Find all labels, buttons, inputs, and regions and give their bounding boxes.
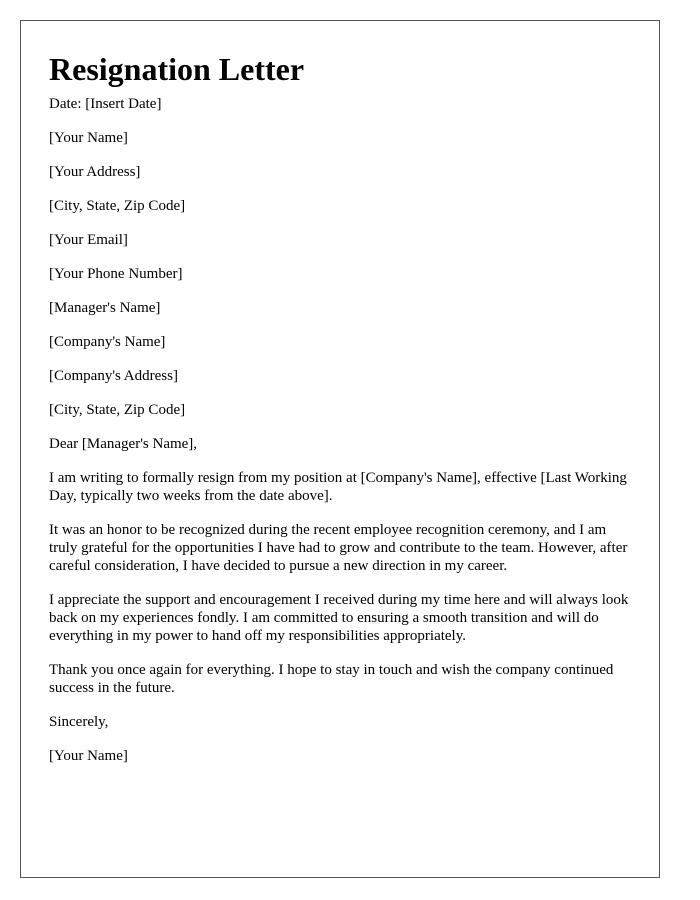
signature: [Your Name] <box>49 748 128 764</box>
closing: Sincerely, <box>49 714 109 730</box>
sender-phone: [Your Phone Number] <box>49 266 183 282</box>
sender-name: [Your Name] <box>49 130 128 146</box>
body-paragraph-1: I am writing to formally resign from my position at [Company's Name], effective [Last Working Day, typically two weeks from the date above]. <box>49 470 627 504</box>
recipient-city-state-zip: [City, State, Zip Code] <box>49 402 186 418</box>
sender-address: [Your Address] <box>49 164 141 180</box>
body-paragraph-2: It was an honor to be recognized during the recent employee recognition ceremony, and I am truly grateful for the opportunities I have had to grow and contribute to the team. However, after careful consideration, I have decided to pursue a new direction in my career. <box>49 522 628 574</box>
body-paragraph-3: I appreciate the support and encouragement I received during my time here and will always look back on my experiences fondly. I am committed to ensuring a smooth transition and will do everything in my power to hand off my responsibilities appropriately. <box>49 592 629 644</box>
letter-title: Resignation Letter <box>49 51 305 87</box>
letter-page <box>20 20 660 878</box>
sender-city-state-zip: [City, State, Zip Code] <box>49 198 186 214</box>
recipient-company-name: [Company's Name] <box>49 334 166 350</box>
recipient-company-address: [Company's Address] <box>49 368 178 384</box>
salutation: Dear [Manager's Name], <box>49 436 198 452</box>
date-line: Date: [Insert Date] <box>49 96 162 112</box>
recipient-manager-name: [Manager's Name] <box>49 300 161 316</box>
sender-email: [Your Email] <box>49 232 128 248</box>
body-paragraph-4: Thank you once again for everything. I hope to stay in touch and wish the company continued success in the future. <box>49 662 614 696</box>
